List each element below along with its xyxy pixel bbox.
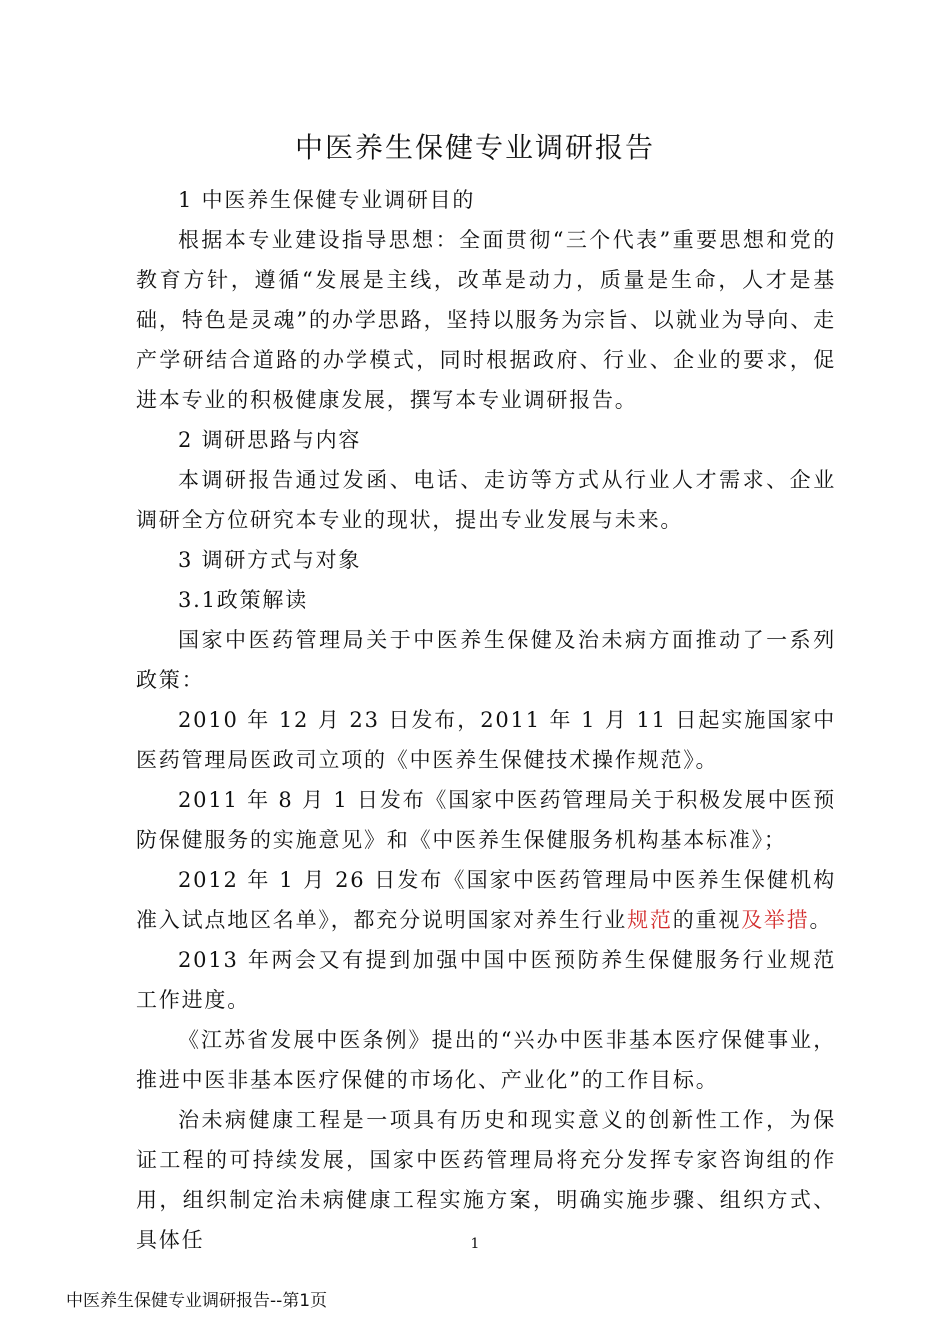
section-1-heading: 1 中医养生保健专业调研目的	[178, 188, 476, 212]
policy-2010-paragraph: 2010 年 12 月 23 日发布，2011 年 1 月 11 日起实施国家中医药管理局医政司立项的《中医养生保健技术操作规范》。	[136, 708, 836, 772]
page-number: 1	[470, 1236, 480, 1252]
section-1-paragraph: 根据本专业建设指导思想：全面贯彻“三个代表”重要思想和党的教育方针，遵循“发展是主线，改革是动力，质量是生命，人才是基础，特色是灵魂”的办学思路，坚持以服务为宗旨、以就业为导向、走产学研结合道路的办学模式，同时根据政府、行业、企业的要求，促进本专业的积极健康发展，撰写本专业调研报告。	[136, 228, 836, 412]
section-2-heading: 2 调研思路与内容	[178, 428, 362, 452]
policy-2012-text-a: 2012 年 1 月 26 日发布《国家中医药管理局中医养生保健机构准入试点地区名单》，都充分说明国家对养生行业	[136, 868, 836, 932]
policy-2011-paragraph: 2011 年 8 月 1 日发布《国家中医药管理局关于积极发展中医预防保健服务的实施意见》和《中医养生保健服务机构基本标准》；	[136, 788, 836, 852]
section-3-heading: 3 调研方式与对象	[178, 548, 362, 572]
zhiweibing-project-paragraph: 治未病健康工程是一项具有历史和现实意义的创新性工作，为保证工程的可持续发展，国家中医药管理局将充分发挥专家咨询组的作用，组织制定治未病健康工程实施方案，明确实施步骤、组织方式、具体任	[136, 1108, 836, 1252]
page-footer-label: 中医养生保健专业调研报告--第1页	[66, 1291, 328, 1311]
policy-2013-paragraph: 2013 年两会又有提到加强中国中医预防养生保健服务行业规范工作进度。	[136, 948, 836, 1012]
policy-intro-paragraph: 国家中医药管理局关于中医养生保健及治未病方面推动了一系列政策：	[136, 628, 836, 692]
policy-2012-paragraph	[136, 860, 836, 940]
section-2-paragraph: 本调研报告通过发函、电话、走访等方式从行业人才需求、企业调研全方位研究本专业的现状，提出专业发展与未来。	[136, 468, 836, 532]
policy-2012-text-b: 的重视	[672, 908, 742, 932]
policy-2012-highlight-jucuo: 及举措	[741, 908, 810, 932]
policy-2012-highlight-guifan: 规范	[627, 908, 673, 932]
jiangsu-regulation-paragraph: 《江苏省发展中医条例》提出的“兴办中医非基本医疗保健事业，推进中医非基本医疗保健的市场化、产业化”的工作目标。	[136, 1028, 836, 1092]
section-3-1-heading: 3.1政策解读	[178, 588, 308, 612]
policy-2012-text-c: 。	[809, 908, 833, 932]
document-title: 中医养生保健专业调研报告	[294, 131, 655, 164]
document-body	[136, 180, 836, 1260]
